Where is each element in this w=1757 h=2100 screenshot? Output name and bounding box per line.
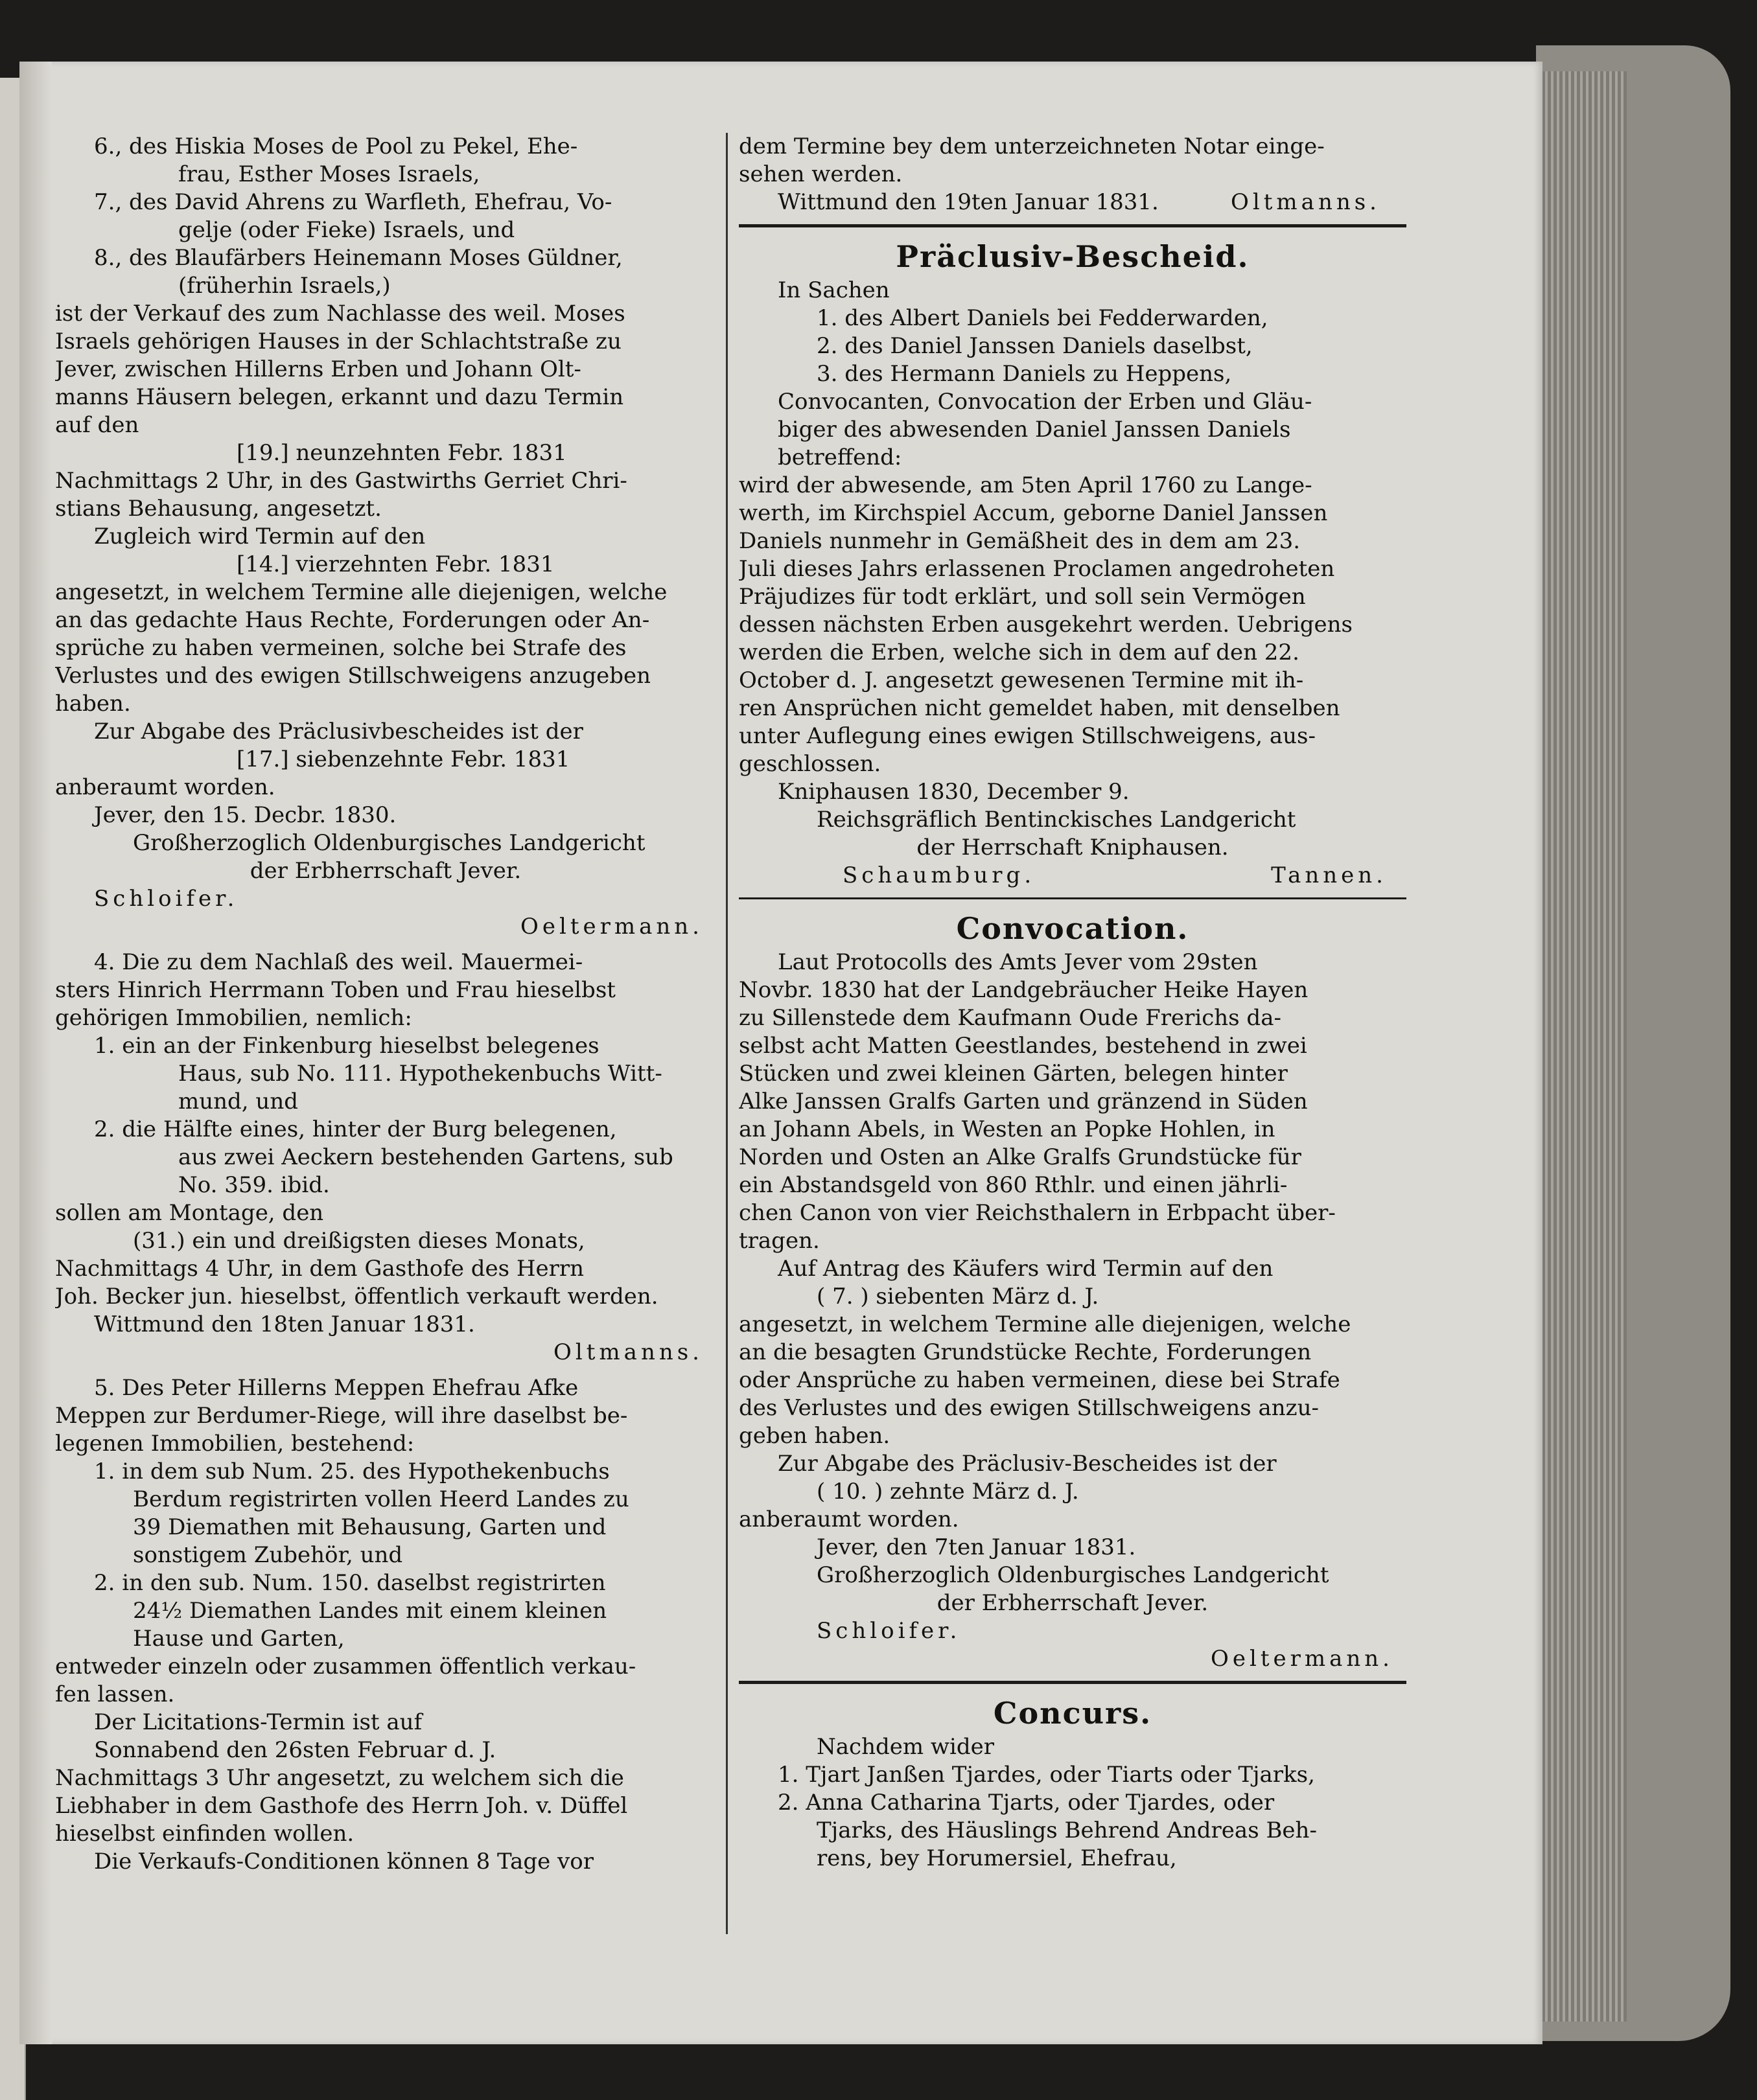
dateline-row xyxy=(739,189,1406,216)
signature-name: Schloifer. xyxy=(817,1618,961,1644)
text-line: manns Häusern belegen, erkannt und dazu Termin xyxy=(55,384,624,410)
signature-name: Oltmanns. xyxy=(553,1339,703,1365)
text-line: Haus, sub No. 111. Hypothekenbuchs Witt- xyxy=(178,1061,662,1087)
text-line: Norden und Osten an Alke Gralfs Grundstücke für xyxy=(739,1144,1301,1170)
text-line: October d. J. angesetzt gewesenen Termine mit ih- xyxy=(739,667,1304,693)
spacer xyxy=(55,1367,716,1374)
text-line: Joh. Becker jun. hieselbst, öffentlich verkauft werden. xyxy=(55,1284,658,1310)
text-line: Sonnabend den 26sten Februar d. J. xyxy=(94,1737,496,1763)
text-line: Wittmund den 18ten Januar 1831. xyxy=(94,1311,475,1337)
right-column xyxy=(739,133,1406,1873)
text-line: tragen. xyxy=(739,1228,820,1254)
text-line: Tjarks, des Häuslings Behrend Andreas Beh- xyxy=(817,1817,1317,1843)
text-line: gelje (oder Fieke) Israels, und xyxy=(178,217,515,243)
text-line: betreffend: xyxy=(778,444,902,470)
text-line: gehörigen Immobilien, nemlich: xyxy=(55,1005,412,1031)
text-line: frau, Esther Moses Israels, xyxy=(178,161,480,187)
text-line: werth, im Kirchspiel Accum, geborne Daniel Janssen xyxy=(739,500,1328,526)
text-line: sprüche zu haben vermeinen, solche bei Strafe des xyxy=(55,635,627,661)
text-line: sehen werden. xyxy=(739,161,903,187)
document-page xyxy=(19,62,1542,2044)
signature-second: Tannen. xyxy=(1271,862,1387,888)
column-divider xyxy=(726,133,728,1934)
text-line: rens, bey Horumersiel, Ehefrau, xyxy=(817,1845,1177,1871)
text-line: 1. ein an der Finkenburg hieselbst belegenes xyxy=(94,1033,599,1059)
text-line: ( 10. ) zehnte März d. J. xyxy=(817,1479,1079,1505)
section-rule xyxy=(739,897,1406,899)
text-line: an das gedachte Haus Rechte, Forderungen oder An- xyxy=(55,607,650,633)
text-line: Der Licitations-Termin ist auf xyxy=(94,1709,423,1735)
text-line: der Herrschaft Kniphausen. xyxy=(916,835,1229,860)
section-heading: Präclusiv-Bescheid. xyxy=(896,239,1250,274)
text-line: angesetzt, in welchem Termine alle diejenigen, welche xyxy=(55,579,668,605)
text-line: Die Verkaufs-Conditionen können 8 Tage vor xyxy=(94,1849,594,1875)
section-heading: Convocation. xyxy=(956,911,1189,946)
page-stack-edge xyxy=(1536,71,1627,2022)
signature-name: Schloifer. xyxy=(94,886,239,912)
section-heading: Concurs. xyxy=(993,1696,1152,1731)
text-line: anberaumt worden. xyxy=(55,774,275,800)
text-line: Jever, den 15. Decbr. 1830. xyxy=(94,802,397,828)
text-line: anberaumt worden. xyxy=(739,1506,959,1532)
text-line: legenen Immobilien, bestehend: xyxy=(55,1431,415,1457)
text-line: Meppen zur Berdumer-Riege, will ihre daselbst be- xyxy=(55,1403,628,1429)
text-line: dessen nächsten Erben ausgekehrt werden. Uebrigens xyxy=(739,612,1353,638)
signature-second: Oeltermann. xyxy=(1210,1646,1393,1672)
text-line: geschlossen. xyxy=(739,751,881,777)
text-line: Zur Abgabe des Präclusivbescheides ist der xyxy=(94,719,583,744)
text-line: oder Ansprüche zu haben vermeinen, diese bei Strafe xyxy=(739,1367,1340,1393)
text-line: 1. des Albert Daniels bei Fedderwarden, xyxy=(817,305,1268,331)
text-line: Reichsgräflich Bentinckisches Landgericht xyxy=(817,807,1296,833)
text-line: 5. Des Peter Hillerns Meppen Ehefrau Afke xyxy=(94,1375,579,1401)
text-line: unter Auflegung eines ewigen Stillschweigens, aus- xyxy=(739,723,1316,749)
text-line: [19.] neunzehnten Febr. 1831 xyxy=(237,440,567,466)
text-line: Verlustes und des ewigen Stillschweigens anzugeben xyxy=(55,663,651,689)
dateline: Wittmund den 19ten Januar 1831. xyxy=(778,189,1159,215)
text-line: chen Canon von vier Reichsthalern in Erbpacht über- xyxy=(739,1200,1336,1226)
text-line: Novbr. 1830 hat der Landgebräucher Heike Hayen xyxy=(739,977,1309,1003)
text-line: dem Termine bey dem unterzeichneten Notar einge- xyxy=(739,133,1325,159)
text-line: Kniphausen 1830, December 9. xyxy=(778,779,1130,805)
text-line: 4. Die zu dem Nachlaß des weil. Mauermei- xyxy=(94,949,583,975)
text-line: selbst acht Matten Geestlandes, bestehend in zwei xyxy=(739,1033,1307,1059)
text-line: 1. in dem sub Num. 25. des Hypothekenbuchs xyxy=(94,1459,610,1484)
text-line: 2. des Daniel Janssen Daniels daselbst, xyxy=(817,333,1253,359)
text-line: (früherhin Israels,) xyxy=(178,273,391,299)
page-gutter xyxy=(19,62,52,2044)
text-line: 7., des David Ahrens zu Warfleth, Ehefrau, Vo- xyxy=(94,189,612,215)
text-line: werden die Erben, welche sich in dem auf den 22. xyxy=(739,640,1299,665)
text-line: Nachdem wider xyxy=(817,1734,995,1760)
text-line: der Erbherrschaft Jever. xyxy=(937,1590,1209,1616)
signature-second: Oeltermann. xyxy=(520,914,703,940)
text-line: Zur Abgabe des Präclusiv-Bescheides ist der xyxy=(778,1451,1277,1477)
signature-row xyxy=(739,862,1406,890)
text-line: ist der Verkauf des zum Nachlasse des weil. Moses xyxy=(55,301,625,327)
text-line: an die besagten Grundstücke Rechte, Forderungen xyxy=(739,1339,1312,1365)
text-line: Nachmittags 2 Uhr, in des Gastwirths Gerriet Chri- xyxy=(55,468,627,494)
text-line: Juli dieses Jahrs erlassenen Proclamen angedroheten xyxy=(739,556,1335,582)
text-line: aus zwei Aeckern bestehenden Gartens, sub xyxy=(178,1144,673,1170)
text-line: 6., des Hiskia Moses de Pool zu Pekel, Ehe- xyxy=(94,133,578,159)
text-line: In Sachen xyxy=(778,277,890,303)
text-line: 2. die Hälfte eines, hinter der Burg belegenen, xyxy=(94,1116,617,1142)
text-line: sonstigem Zubehör, und xyxy=(133,1542,403,1568)
section-rule xyxy=(739,224,1406,227)
spacer xyxy=(55,941,716,949)
text-line: Israels gehörigen Hauses in der Schlachtstraße zu xyxy=(55,329,622,354)
text-line: stians Behausung, angesetzt. xyxy=(55,496,382,522)
text-line: entweder einzeln oder zusammen öffentlich verkau- xyxy=(55,1654,636,1679)
signature-name: Oltmanns. xyxy=(1231,189,1380,215)
text-line: biger des abwesenden Daniel Janssen Daniels xyxy=(778,417,1291,443)
text-line: (31.) ein und dreißigsten dieses Monats, xyxy=(133,1228,585,1254)
text-line: 2. in den sub. Num. 150. daselbst registrirten xyxy=(94,1570,606,1596)
text-line: 1. Tjart Janßen Tjardes, oder Tiarts oder Tjarks, xyxy=(778,1762,1315,1788)
text-line: Präjudizes für todt erklärt, und soll sein Vermögen xyxy=(739,584,1306,610)
text-line: ( 7. ) siebenten März d. J. xyxy=(817,1284,1099,1310)
text-line: Convocanten, Convocation der Erben und Gläu- xyxy=(778,389,1312,415)
text-line: sters Hinrich Herrmann Toben und Frau hieselbst xyxy=(55,977,616,1003)
text-line: Daniels nunmehr in Gemäßheit des in dem am 23. xyxy=(739,528,1301,554)
text-line: No. 359. ibid. xyxy=(178,1172,330,1198)
text-line: hieselbst einfinden wollen. xyxy=(55,1821,355,1847)
text-line: Jever, den 7ten Januar 1831. xyxy=(817,1534,1136,1560)
text-line: ein Abstandsgeld von 860 Rthlr. und einen jährli- xyxy=(739,1172,1288,1198)
text-line: Nachmittags 3 Uhr angesetzt, zu welchem sich die xyxy=(55,1765,624,1791)
text-line: Großherzoglich Oldenburgisches Landgericht xyxy=(133,830,646,856)
text-line: an Johann Abels, in Westen an Popke Hohlen, in xyxy=(739,1116,1275,1142)
text-line: Alke Janssen Gralfs Garten und gränzend in Süden xyxy=(739,1089,1308,1114)
text-line: zu Sillenstede dem Kaufmann Oude Frerichs da- xyxy=(739,1005,1281,1031)
text-line: Laut Protocolls des Amts Jever vom 29sten xyxy=(778,949,1258,975)
text-line: Nachmittags 4 Uhr, in dem Gasthofe des Herrn xyxy=(55,1256,585,1282)
text-line: geben haben. xyxy=(739,1423,890,1449)
text-line: [17.] siebenzehnte Febr. 1831 xyxy=(237,746,570,772)
text-line: des Verlustes und des ewigen Stillschweigens anzu- xyxy=(739,1395,1319,1421)
text-line: Zugleich wird Termin auf den xyxy=(94,524,426,549)
text-line: sollen am Montage, den xyxy=(55,1200,324,1226)
text-line: haben. xyxy=(55,691,131,717)
text-line: Liebhaber in dem Gasthofe des Herrn Joh. v. Düffel xyxy=(55,1793,628,1819)
text-line: fen lassen. xyxy=(55,1681,175,1707)
text-line: [14.] vierzehnten Febr. 1831 xyxy=(237,551,555,577)
section-rule xyxy=(739,1681,1406,1684)
text-line: 39 Diemathen mit Behausung, Garten und xyxy=(133,1514,607,1540)
text-line: angesetzt, in welchem Termine alle diejenigen, welche xyxy=(739,1311,1351,1337)
left-column xyxy=(55,133,716,1876)
text-line: Berdum registrirten vollen Heerd Landes zu xyxy=(133,1486,629,1512)
signature-name: Schaumburg. xyxy=(843,862,1036,888)
text-line: 8., des Blaufärbers Heinemann Moses Güldner, xyxy=(94,245,623,271)
text-line: wird der abwesende, am 5ten April 1760 zu Lange- xyxy=(739,472,1312,498)
text-line: ren Ansprüchen nicht gemeldet haben, mit denselben xyxy=(739,695,1340,721)
text-line: der Erbherrschaft Jever. xyxy=(250,858,522,884)
text-line: 3. des Hermann Daniels zu Heppens, xyxy=(817,361,1232,387)
text-line: Großherzoglich Oldenburgisches Landgericht xyxy=(817,1562,1329,1588)
text-line: auf den xyxy=(55,412,139,438)
text-line: 24½ Diemathen Landes mit einem kleinen xyxy=(133,1598,607,1624)
text-line: Jever, zwischen Hillerns Erben und Johann Olt- xyxy=(55,356,581,382)
text-line: Auf Antrag des Käufers wird Termin auf den xyxy=(778,1256,1274,1282)
text-line: mund, und xyxy=(178,1089,298,1114)
text-line: Hause und Garten, xyxy=(133,1626,345,1652)
text-line: 2. Anna Catharina Tjarts, oder Tjardes, oder xyxy=(778,1790,1275,1816)
text-line: Stücken und zwei kleinen Gärten, belegen hinter xyxy=(739,1061,1288,1087)
